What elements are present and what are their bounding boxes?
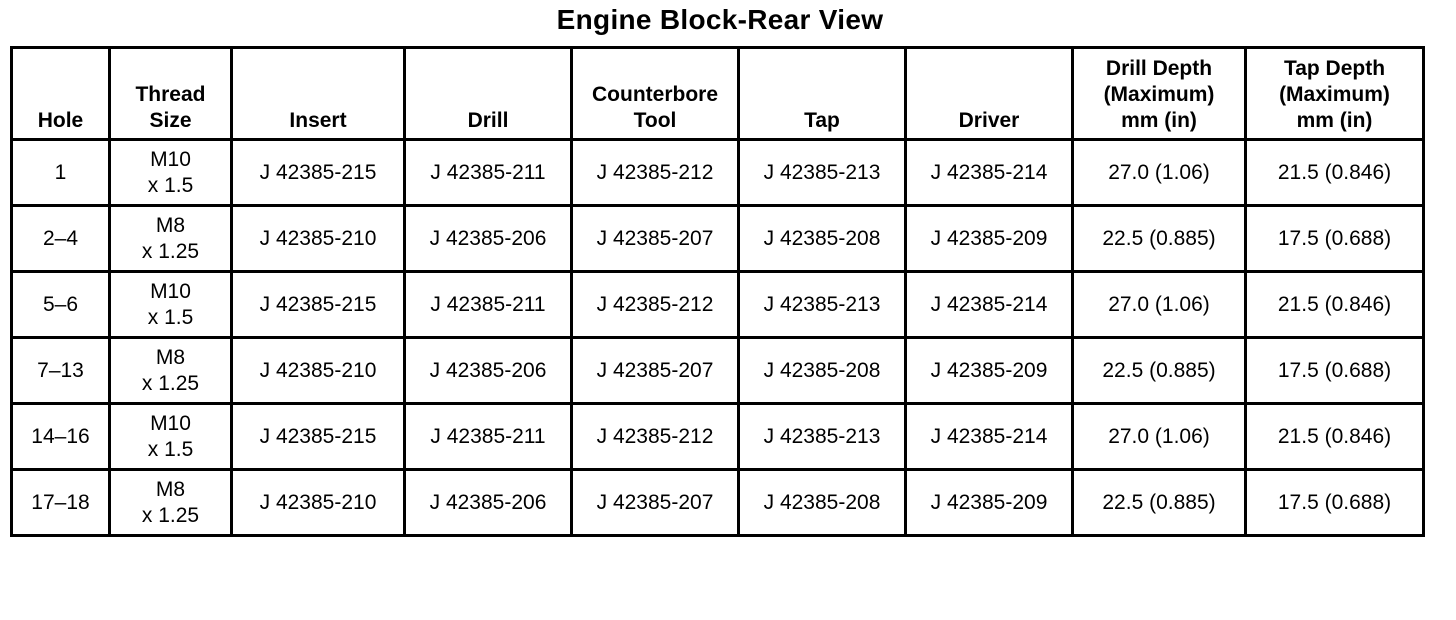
- cell-tap-depth: 21.5 (0.846): [1246, 140, 1424, 206]
- cell-driver: J 42385-209: [906, 206, 1073, 272]
- cell-counterbore: J 42385-207: [572, 470, 739, 536]
- cell-drill-depth: 27.0 (1.06): [1073, 404, 1246, 470]
- header-tap-depth: Tap Depth (Maximum) mm (in): [1246, 48, 1424, 140]
- header-thread-size: Thread Size: [110, 48, 232, 140]
- cell-counterbore: J 42385-207: [572, 206, 739, 272]
- cell-tap: J 42385-213: [739, 140, 906, 206]
- cell-insert: J 42385-215: [232, 140, 405, 206]
- cell-tap: J 42385-208: [739, 338, 906, 404]
- header-hole: Hole: [12, 48, 110, 140]
- cell-drill: J 42385-206: [405, 206, 572, 272]
- cell-driver: J 42385-214: [906, 140, 1073, 206]
- cell-hole: 5–6: [12, 272, 110, 338]
- header-drill: Drill: [405, 48, 572, 140]
- cell-tap-depth: 17.5 (0.688): [1246, 470, 1424, 536]
- cell-driver: J 42385-214: [906, 404, 1073, 470]
- cell-drill: J 42385-211: [405, 140, 572, 206]
- cell-counterbore: J 42385-207: [572, 338, 739, 404]
- cell-insert: J 42385-215: [232, 272, 405, 338]
- cell-tap-depth: 21.5 (0.846): [1246, 404, 1424, 470]
- header-insert: Insert: [232, 48, 405, 140]
- cell-drill: J 42385-211: [405, 404, 572, 470]
- header-driver: Driver: [906, 48, 1073, 140]
- table-row: [12, 470, 1424, 536]
- cell-drill-depth: 22.5 (0.885): [1073, 470, 1246, 536]
- cell-tap-depth: 17.5 (0.688): [1246, 338, 1424, 404]
- cell-counterbore: J 42385-212: [572, 404, 739, 470]
- cell-thread-size: M8 x 1.25: [110, 338, 232, 404]
- cell-hole: 17–18: [12, 470, 110, 536]
- header-tap: Tap: [739, 48, 906, 140]
- cell-hole: 14–16: [12, 404, 110, 470]
- cell-driver: J 42385-214: [906, 272, 1073, 338]
- cell-tap: J 42385-208: [739, 470, 906, 536]
- page-title: Engine Block-Rear View: [556, 4, 884, 35]
- cell-hole: 1: [12, 140, 110, 206]
- header-counterbore-tool: Counterbore Tool: [572, 48, 739, 140]
- cell-counterbore: J 42385-212: [572, 272, 739, 338]
- cell-tap: J 42385-213: [739, 272, 906, 338]
- table-row: [12, 206, 1424, 272]
- cell-tap: J 42385-213: [739, 404, 906, 470]
- cell-thread-size: M10 x 1.5: [110, 272, 232, 338]
- cell-drill: J 42385-211: [405, 272, 572, 338]
- cell-insert: J 42385-210: [232, 338, 405, 404]
- cell-insert: J 42385-215: [232, 404, 405, 470]
- table-row: [12, 338, 1424, 404]
- cell-tap: J 42385-208: [739, 206, 906, 272]
- cell-driver: J 42385-209: [906, 338, 1073, 404]
- cell-tap-depth: 17.5 (0.688): [1246, 206, 1424, 272]
- cell-counterbore: J 42385-212: [572, 140, 739, 206]
- cell-tap-depth: 21.5 (0.846): [1246, 272, 1424, 338]
- table-header-row: [12, 48, 1424, 140]
- cell-drill-depth: 22.5 (0.885): [1073, 206, 1246, 272]
- cell-drill: J 42385-206: [405, 338, 572, 404]
- cell-hole: 2–4: [12, 206, 110, 272]
- cell-insert: J 42385-210: [232, 470, 405, 536]
- header-drill-depth: Drill Depth (Maximum) mm (in): [1073, 48, 1246, 140]
- cell-thread-size: M10 x 1.5: [110, 140, 232, 206]
- cell-drill-depth: 27.0 (1.06): [1073, 272, 1246, 338]
- cell-thread-size: M10 x 1.5: [110, 404, 232, 470]
- cell-driver: J 42385-209: [906, 470, 1073, 536]
- cell-hole: 7–13: [12, 338, 110, 404]
- table-row: [12, 272, 1424, 338]
- cell-drill-depth: 27.0 (1.06): [1073, 140, 1246, 206]
- table-row: [12, 140, 1424, 206]
- cell-drill-depth: 22.5 (0.885): [1073, 338, 1246, 404]
- cell-drill: J 42385-206: [405, 470, 572, 536]
- cell-insert: J 42385-210: [232, 206, 405, 272]
- tool-spec-table: [10, 46, 1425, 537]
- cell-thread-size: M8 x 1.25: [110, 470, 232, 536]
- cell-thread-size: M8 x 1.25: [110, 206, 232, 272]
- table-row: [12, 404, 1424, 470]
